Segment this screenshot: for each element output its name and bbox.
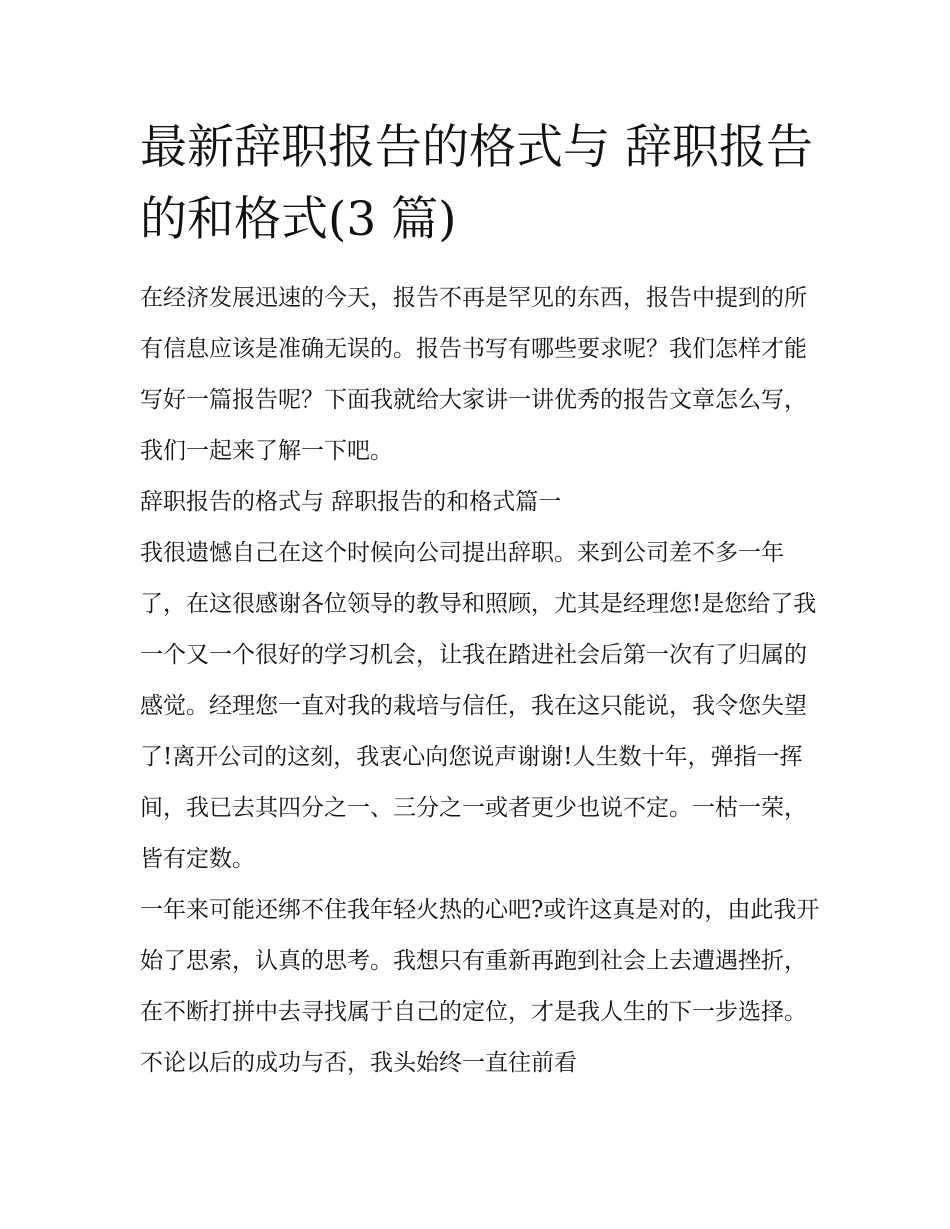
body-paragraph: 一年来可能还绑不住我年轻火热的心吧?或许这真是对的，由此我开始了思索，认真的思考。我想只有重新再跑到社会上去遭遇挫折，在不断打拼中去寻找属于自己的定位，才是我人生的下一步选择。不论以后的成功与否，我头始终一直往前看	[140, 897, 820, 1076]
document-title: 最新辞职报告的格式与 辞职报告的和格式(3 篇)	[140, 120, 813, 247]
section-heading: 辞职报告的格式与 辞职报告的和格式篇一	[140, 489, 562, 515]
intro-paragraph: 在经济发展迅速的今天，报告不再是罕见的东西，报告中提到的所有信息应该是准确无误的。报告书写有哪些要求呢？我们怎样才能写好一篇报告呢？下面我就给大家讲一讲优秀的报告文章怎么写，我们一起来了解一下吧。	[140, 285, 807, 464]
body-paragraph: 我很遗憾自己在这个时候向公司提出辞职。来到公司差不多一年了，在这很感谢各位领导的教导和照顾，尤其是经理您!是您给了我一个又一个很好的学习机会，让我在踏进社会后第一次有了归属的感觉。经理您一直对我的栽培与信任，我在这只能说，我令您失望了!离开公司的这刻，我衷心向您说声谢谢!人生数十年，弹指一挥间，我已去其四分之一、三分之一或者更少也说不定。一枯一荣，皆有定数。	[140, 540, 817, 872]
document-body	[140, 273, 820, 1089]
